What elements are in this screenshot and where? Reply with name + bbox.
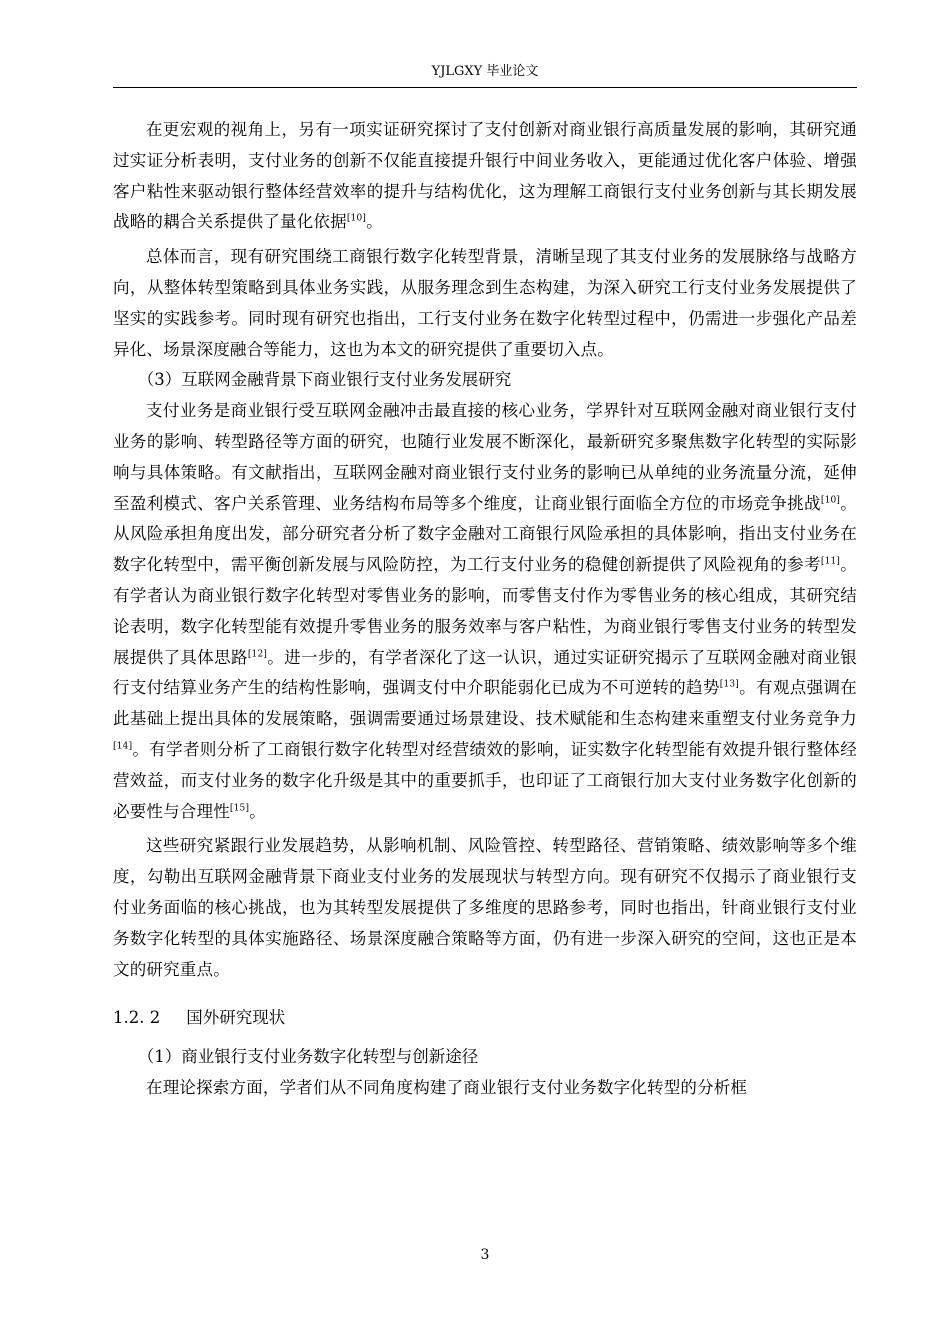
subsection-item-1: （1）商业银行支付业务数字化转型与创新途径 [137,1047,479,1067]
page-header: YJLGXY 毕业论文 [431,64,539,79]
citation-11: [11] [820,556,841,567]
paragraph-internet-finance: 支付业务是商业银行受互联网金融冲击最直接的核心业务，学界针对互联网金融对商业银行支付业务的影响、转型路径等方面的研究，也随行业发展不断深化，最新研究多聚焦数字化转型的实际影响与具体策略。有文献指出，互联网金融对商业银行支付业务的影响已从单纯的业务流量分流，延伸至盈利模式、客户关系管理、业务结构布局等多个维度，让商业银行面临全方位的市场竞争挑战[10]。从风险承担角度出发，部分研究者分析了数字金融对工商银行风险承担的具体影响，指出支付业务在数字化转型中，需平衡创新发展与风险防控，为工行支付业务的稳健创新提供了风险视角的参考[11]。有学者认为商业银行数字化转型对零售业务的影响，而零售支付作为零售业务的核心组成，其研究结论表明，数字化转型能有效提升零售业务的服务效率与客户粘性，为商业银行零售支付业务的转型发展提供了具体思路[12]。进一步的，有学者深化了这一认识，通过实证研究揭示了互联网金融对商业银行支付结算业务产生的结构性影响，强调支付中介职能弱化已成为不可逆转的趋势[13]。有观点强调在此基础上提出具体的发展策略，强调需要通过场景建设、技术赋能和生态构建来重塑支付业务竞争力[14]。有学者则分析了工商银行数字化转型对经营绩效的影响，证实数字化转型能有效提升银行整体经营效益，而支付业务的数字化升级是其中的重要抓手，也印证了工商银行加大支付业务数字化创新的必要性与合理性[15]。 [113,401,858,821]
citation-10: [10] [346,213,367,224]
paragraph-macro-view: 在更宏观的视角上，另有一项实证研究探讨了支付创新对商业银行高质量发展的影响，其研究通过实证分析表明，支付业务的创新不仅能直接提升银行中间业务收入，更能通过优化客户体验、增强客户粘性来驱动银行整体经营效率的提升与结构优化，这为理解工商银行支付业务创新与其长期发展战略的耦合关系提供了量化依据[10]。 [113,120,857,232]
citation-15: [15] [229,803,250,814]
paragraph-research-summary: 这些研究紧跟行业发展趋势，从影响机制、风险管控、转型路径、营销策略、绩效影响等多个维度，勾勒出互联网金融背景下商业支付业务的发展现状与转型方向。现有研究不仅揭示了商业银行支付业务面临的核心挑战，也为其转型发展提供了多维度的思路参考，同时也指出，针商业银行支付业务数字化转型的具体实施路径、场景深度融合策略等方面，仍有进一步深入研究的空间，这也正是本文的研究重点。 [113,836,857,979]
section-heading [113,1003,857,1034]
section-title: 国外研究现状 [186,1008,286,1028]
page-number: 3 [480,1247,490,1263]
paragraph-summary: 总体而言，现有研究围绕工商银行数字化转型背景，清晰呈现了其支付业务的发展脉络与战略方向，从整体转型策略到具体业务实践，从服务理念到生态构建，为深入研究工行支付业务发展提供了坚实的实践参考。同时现有研究也指出，工行支付业务在数字化转型过程中，仍需进一步强化产品差异化、场景深度融合等能力，这也为本文的研究提供了重要切入点。 [113,247,857,359]
citation-13: [13] [719,679,740,690]
citation-10: [10] [820,495,841,506]
section-number: 1.2. 2 [113,1008,161,1028]
citation-12: [12] [247,649,268,660]
header-rule [113,87,857,88]
paragraph-theory: 在理论探索方面，学者们从不同角度构建了商业银行支付业务数字化转型的分析框 [146,1077,748,1097]
citation-14: [14] [113,741,133,752]
document-body [113,115,857,1104]
subsection-item-3: （3）互联网金融背景下商业银行支付业务发展研究 [137,370,512,390]
